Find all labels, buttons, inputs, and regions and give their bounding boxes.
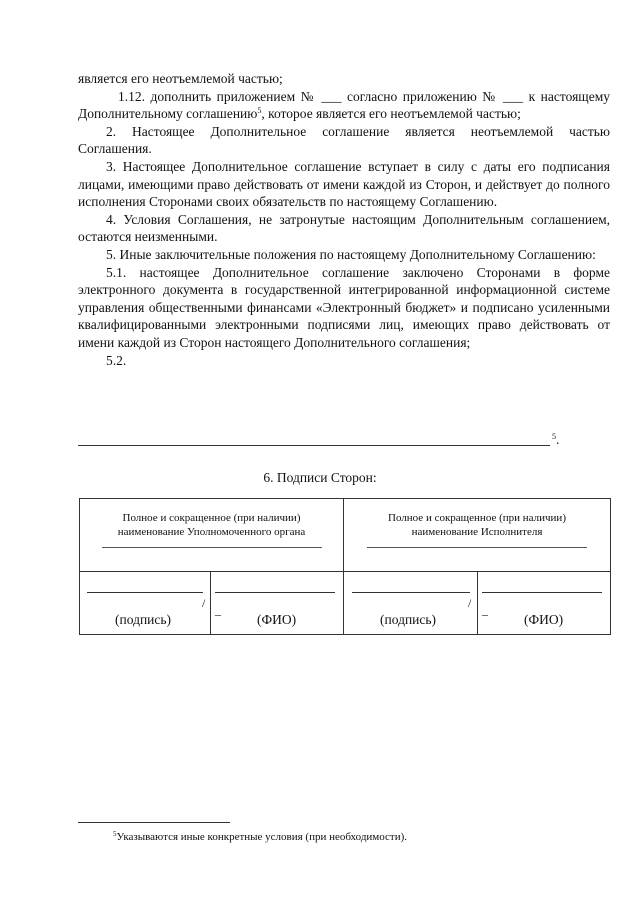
footnote-mark: 5 (113, 830, 117, 838)
executor-name-cell: _ (ФИО) (478, 572, 611, 635)
name-line (215, 592, 335, 593)
paragraph-continuation: является его неотъемлемой частью; (78, 71, 283, 86)
paragraph-3: 3. Настоящее Дополнительное соглашение вступает в силу с даты его подписания лицами, имеющими право действовать от имени каждой из Сторон, и действует до полного исполнения Сторонами своих обязательств по настоящему Соглашению. (78, 158, 610, 210)
footnote-text: Указываются иные конкретные условия (при необходимости). (116, 831, 408, 843)
footnote (113, 831, 407, 843)
body-text (78, 70, 610, 369)
paragraph-5-2: 5.2. (106, 352, 127, 368)
authority-name-cell: _ (ФИО) (211, 572, 344, 635)
footnote-ref: 5 (257, 106, 262, 116)
paragraph-5: 5. Иные заключительные положения по настоящему Дополнительному Соглашению: (106, 246, 596, 262)
executor-header-cell: Полное и сокращенное (при наличии) наименование Исполнителя (344, 499, 611, 572)
signatures-table (79, 498, 611, 635)
paragraph-5-1: 5.1. настоящее Дополнительное соглашение заключено Сторонами в форме электронного документа в государственной интегрированной информационной системе управления общественными финансами «Электронный бюджет» и подписано усиленными квалифицированными электронными подписями лиц, имеющих право действовать от имени каждой из Сторон настоящего Дополнительного соглашения; (78, 264, 610, 350)
authority-header-cell: Полное и сокращенное (при наличии) наименование Уполномоченного органа (80, 499, 344, 572)
section-title: 6. Подписи Сторон: (263, 470, 377, 485)
name-label: (ФИО) (524, 612, 564, 627)
paragraph-5-2-fill-line (78, 432, 558, 448)
signature-label: (подпись) (115, 612, 172, 627)
signature-line (87, 592, 203, 593)
executor-signature-cell: / (подпись) (344, 572, 478, 635)
paragraph-2: 2. Настоящее Дополнительное соглашение является неотъемлемой частью Соглашения. (78, 123, 610, 157)
name-line (482, 592, 602, 593)
footnote-separator (78, 822, 230, 823)
signature-label: (подпись) (380, 612, 437, 627)
name-label: (ФИО) (257, 612, 297, 627)
fill-in-line (78, 445, 550, 446)
fill-line-end: $^5$. (552, 432, 560, 447)
signature-line (352, 592, 470, 593)
executor-name-line (367, 547, 587, 548)
paragraph-4: 4. Условия Соглашения, не затронутые настоящим Дополнительным соглашением, остаются неизменными. (78, 211, 610, 245)
authority-name-line (102, 547, 322, 548)
paragraph-1-12: 1.12. дополнить приложением № ___ согласно приложению № ___ к настоящему Дополнительному соглашению$^5$, которое является его неотъемлемой частью; (78, 88, 610, 122)
authority-signature-cell: / (подпись) (80, 572, 211, 635)
